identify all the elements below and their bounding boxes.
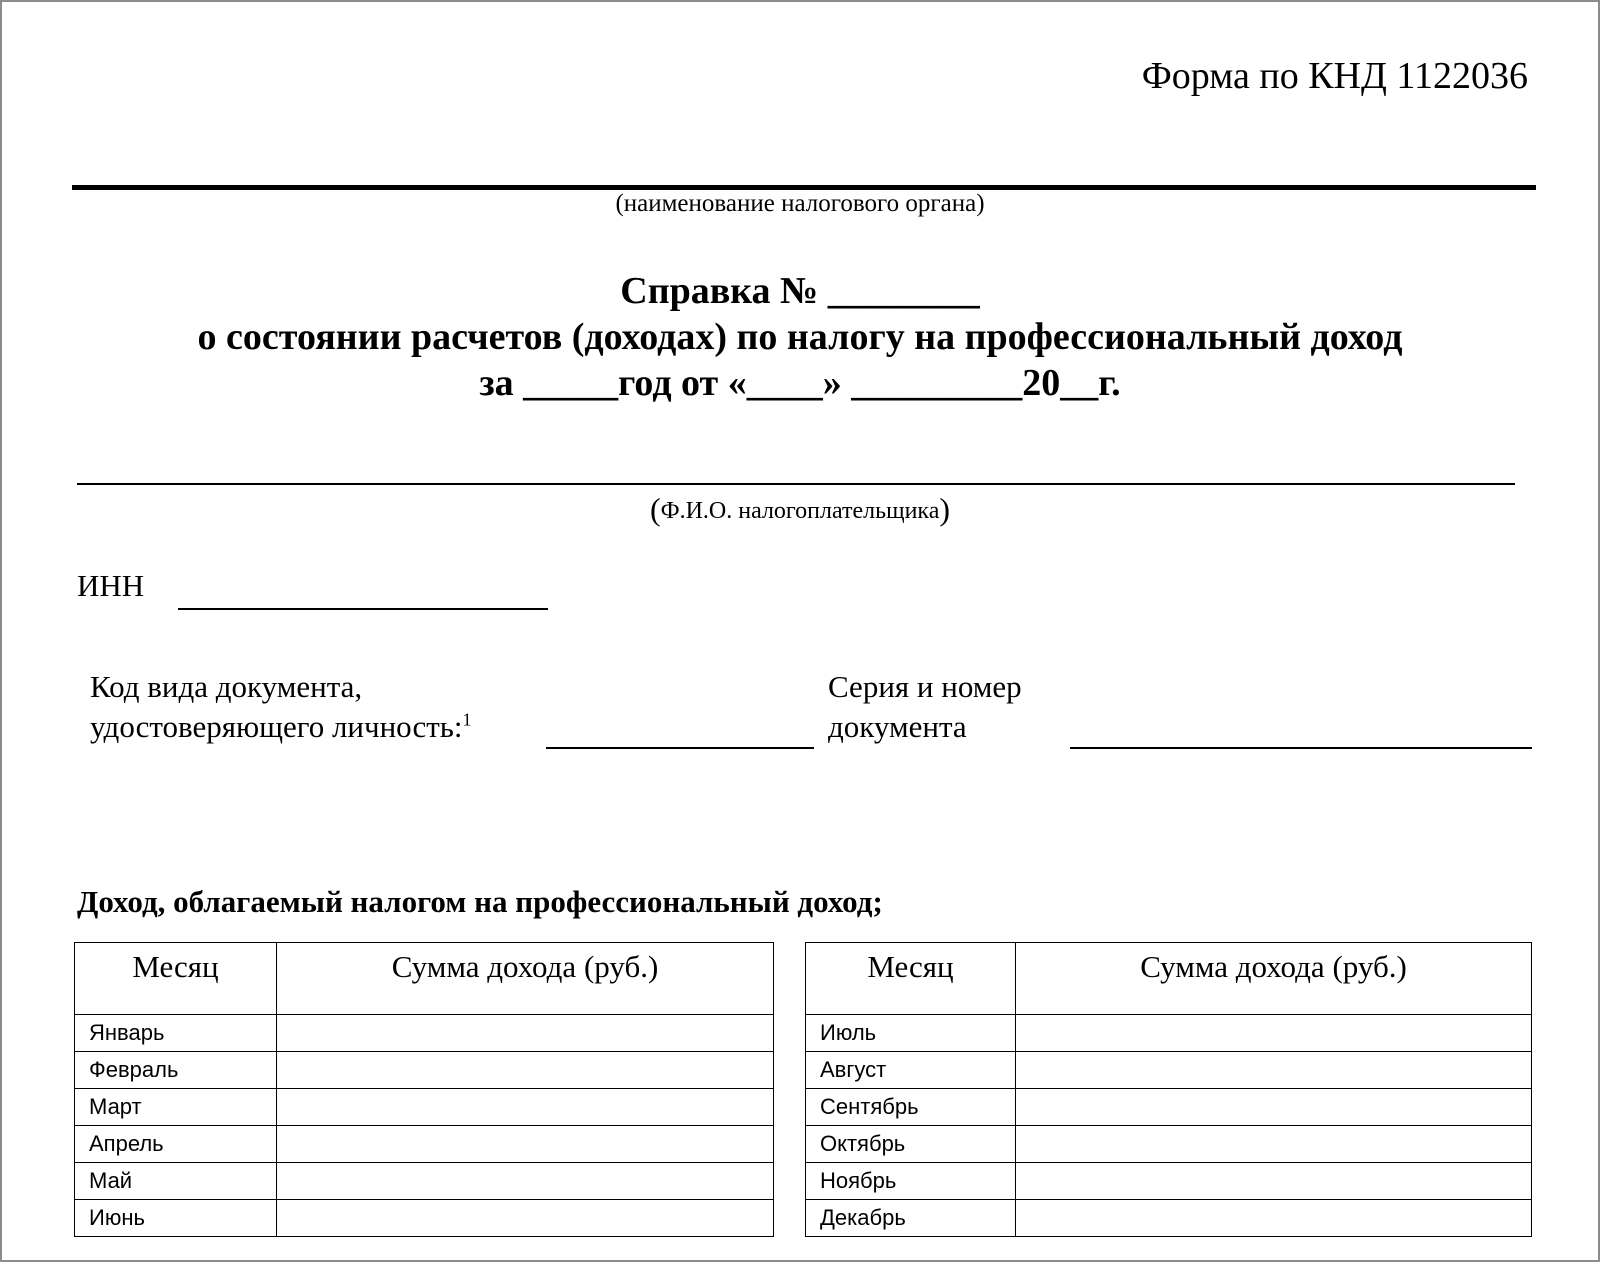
table-row (806, 1126, 1532, 1163)
month-cell: Март (75, 1089, 277, 1126)
table-row (75, 1126, 774, 1163)
footnote-marker: 1 (462, 709, 472, 730)
amount-cell[interactable] (277, 1015, 774, 1052)
table-row (75, 1163, 774, 1200)
month-cell: Октябрь (806, 1126, 1016, 1163)
month-cell: Декабрь (806, 1200, 1016, 1237)
amount-cell[interactable] (1016, 1015, 1532, 1052)
amount-cell[interactable] (1016, 1200, 1532, 1237)
table-header-row (806, 943, 1532, 1015)
month-cell: Июнь (75, 1200, 277, 1237)
amount-column-header: Сумма дохода (руб.) (277, 943, 774, 1015)
table-row (75, 1052, 774, 1089)
amount-cell[interactable] (1016, 1089, 1532, 1126)
amount-cell[interactable] (277, 1089, 774, 1126)
caption-text: Ф.И.О. налогоплательщика (660, 498, 940, 524)
amount-cell[interactable] (1016, 1163, 1532, 1200)
table-row (806, 1089, 1532, 1126)
document-code-label (90, 667, 472, 747)
month-cell: Июль (806, 1015, 1016, 1052)
inn-label: ИНН (77, 568, 145, 603)
month-cell: Ноябрь (806, 1163, 1016, 1200)
table-row (806, 1200, 1532, 1237)
table-row (75, 1200, 774, 1237)
table-row (806, 1015, 1532, 1052)
income-table-jul-dec (805, 942, 1532, 1237)
document-code-label-line1: Код вида документа, (90, 669, 363, 704)
income-section-heading: Доход, облагаемый налогом на профессиональный доход; (77, 884, 883, 919)
tax-authority-caption: (наименование налогового органа) (615, 190, 985, 217)
amount-cell[interactable] (277, 1163, 774, 1200)
caption-close-paren: ) (939, 491, 951, 527)
taxpayer-name-caption (2, 491, 1598, 528)
form-code: Форма по КНД 1122036 (1141, 55, 1528, 97)
document-code-label-line2: удостоверяющего личность:$^1$ (90, 709, 472, 744)
month-column-header: Месяц (75, 943, 277, 1015)
month-cell: Февраль (75, 1052, 277, 1089)
title-period-date: за _____год от «____» _________20__г. (479, 362, 1121, 404)
amount-cell[interactable] (277, 1126, 774, 1163)
amount-cell[interactable] (1016, 1126, 1532, 1163)
month-cell: Май (75, 1163, 277, 1200)
document-series-label-line1: Серия и номер (828, 669, 1022, 704)
amount-cell[interactable] (277, 1052, 774, 1089)
document-code-field[interactable] (546, 747, 814, 749)
month-cell: Апрель (75, 1126, 277, 1163)
month-cell: Сентябрь (806, 1089, 1016, 1126)
document-title (2, 268, 1598, 406)
amount-cell[interactable] (1016, 1052, 1532, 1089)
month-column-header: Месяц (806, 943, 1016, 1015)
taxpayer-name-field[interactable] (77, 483, 1515, 485)
document-series-label-line2: документа (828, 709, 967, 744)
amount-column-header: Сумма дохода (руб.) (1016, 943, 1532, 1015)
title-subject: о состоянии расчетов (доходах) по налогу на профессиональный доход (197, 316, 1403, 358)
document-series-field[interactable] (1070, 747, 1532, 749)
caption-open-paren: ( (649, 491, 661, 527)
table-row (75, 1089, 774, 1126)
table-header-row (75, 943, 774, 1015)
table-row (75, 1015, 774, 1052)
month-cell: Январь (75, 1015, 277, 1052)
title-certificate-number: Справка № ________ (620, 270, 980, 312)
document-series-label (828, 667, 1022, 747)
income-table-jan-jun (74, 942, 774, 1237)
amount-cell[interactable] (277, 1200, 774, 1237)
table-row (806, 1052, 1532, 1089)
inn-field[interactable] (178, 608, 548, 610)
table-row (806, 1163, 1532, 1200)
month-cell: Август (806, 1052, 1016, 1089)
